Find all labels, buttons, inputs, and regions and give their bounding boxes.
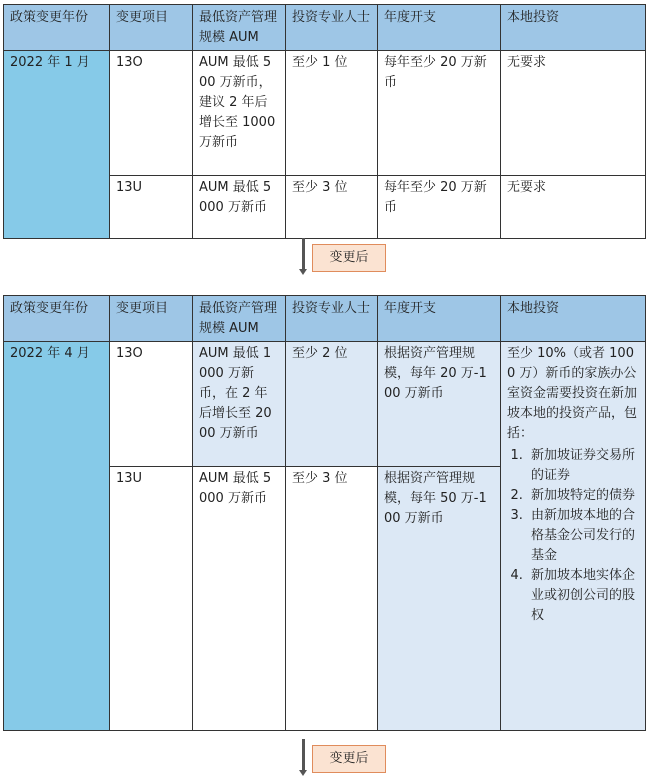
header-spend: 年度开支 [378,5,501,51]
header-local: 本地投资 [501,296,646,342]
spend-cell: 每年至少 20 万新币 [378,176,501,239]
list-item: 2. 新加坡特定的债券 [527,486,639,506]
policy-year-cell: 2022 年 4 月 [4,342,110,731]
header-item: 变更项目 [110,5,193,51]
header-year: 政策变更年份 [4,5,110,51]
staff-cell: 至少 3 位 [286,467,378,731]
header-year: 政策变更年份 [4,296,110,342]
table-row [4,51,646,176]
spend-cell: 每年至少 20 万新币 [378,51,501,176]
policy-table-apr-2022 [3,295,646,731]
list-item: 3. 由新加坡本地的合格基金公司发行的基金 [527,506,639,566]
local-investment-list [507,446,639,626]
aum-cell: AUM 最低 5000 万新币 [193,176,286,239]
after-change-label: 变更后 [312,745,386,773]
local-investment-cell [501,342,646,731]
aum-cell: AUM 最低 500 万新币，建议 2 年后增长至 1000 万新币 [193,51,286,176]
staff-cell: 至少 1 位 [286,51,378,176]
local-cell: 无要求 [501,176,646,239]
staff-cell: 至少 3 位 [286,176,378,239]
spend-cell: 根据资产管理规模，每年 50 万-100 万新币 [378,467,501,731]
list-item: 1. 新加坡证券交易所的证券 [527,446,639,486]
header-item: 变更项目 [110,296,193,342]
item-cell: 13O [110,342,193,467]
staff-cell: 至少 2 位 [286,342,378,467]
header-staff: 投资专业人士 [286,296,378,342]
item-cell: 13O [110,51,193,176]
down-arrow-icon [302,739,305,771]
aum-cell: AUM 最低 5000 万新币 [193,467,286,731]
table-row [4,342,646,467]
down-arrow-icon [302,238,305,270]
item-cell: 13U [110,467,193,731]
header-staff: 投资专业人士 [286,5,378,51]
header-row [4,296,646,342]
item-cell: 13U [110,176,193,239]
list-item: 4. 新加坡本地实体企业或初创公司的股权 [527,566,639,626]
spend-cell: 根据资产管理规模，每年 20 万-100 万新币 [378,342,501,467]
header-row [4,5,646,51]
after-change-label: 变更后 [312,244,386,272]
header-local: 本地投资 [501,5,646,51]
policy-year-cell: 2022 年 1 月 [4,51,110,239]
local-investment-intro: 至少 10%（或者 1000 万）新币的家族办公室资金需要投资在新加坡本地的投资产品，包括： [507,346,638,441]
header-aum: 最低资产管理规模 AUM [193,296,286,342]
header-spend: 年度开支 [378,296,501,342]
header-aum: 最低资产管理规模 AUM [193,5,286,51]
aum-cell: AUM 最低 1000 万新币，在 2 年后增长至 2000 万新币 [193,342,286,467]
local-cell: 无要求 [501,51,646,176]
policy-table-jan-2022 [3,4,646,239]
